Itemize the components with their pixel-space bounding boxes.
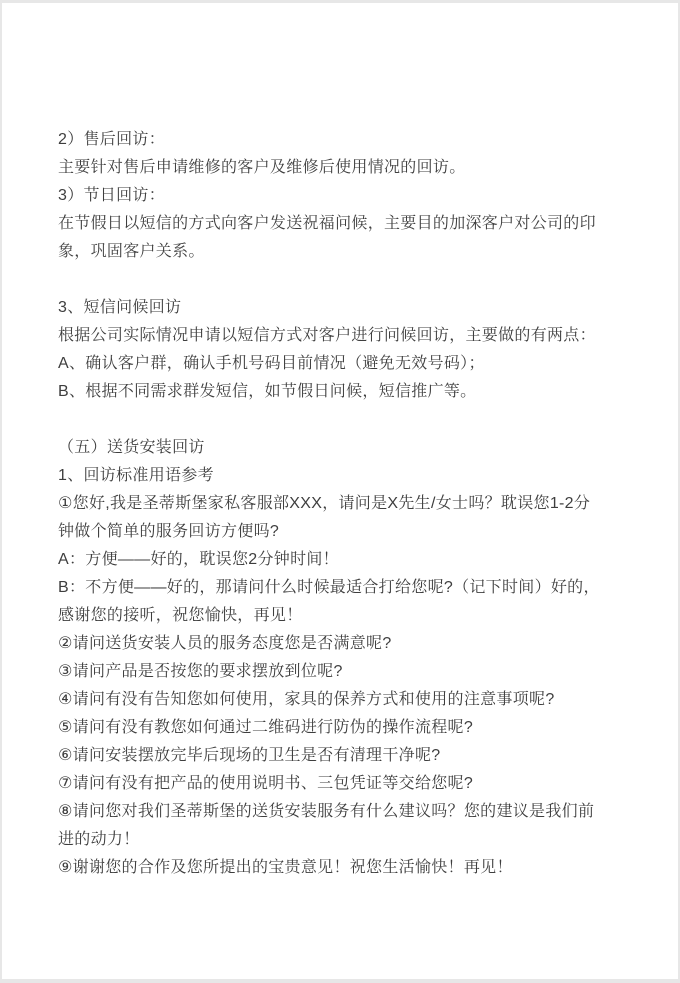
text-line: ⑥请问安装摆放完毕后现场的卫生是否有清理干净呢? — [58, 747, 441, 764]
text-line: 感谢您的接听，祝您愉快，再见！ — [58, 607, 303, 624]
text-line: ①您好,我是圣蒂斯堡家私客服部XXX，请问是X先生/女士吗？耽误您1-2分 — [58, 495, 591, 512]
text-line: ⑨谢谢您的合作及您所提出的宝贵意见！祝您生活愉快！再见！ — [58, 859, 513, 876]
text-line: 1、回访标准用语参考 — [58, 467, 214, 484]
text-line: A、确认客户群，确认手机号码目前情况（避免无效号码）； — [58, 355, 485, 372]
text-line: ⑦请问有没有把产品的使用说明书、三包凭证等交给您呢? — [58, 775, 474, 792]
text-line: A：方便——好的，耽误您2分钟时间！ — [58, 551, 339, 568]
text-line: B、根据不同需求群发短信，如节假日问候，短信推广等。 — [58, 383, 477, 400]
text-line: ②请问送货安装人员的服务态度您是否满意呢? — [58, 635, 392, 652]
text-line: 主要针对售后申请维修的客户及维修后使用情况的回访。 — [58, 159, 466, 176]
text-line: （五）送货安装回访 — [58, 439, 205, 456]
text-line: 3）节日回访： — [58, 187, 165, 204]
text-line: ③请问产品是否按您的要求摆放到位呢? — [58, 663, 343, 680]
blank-line — [58, 266, 640, 294]
text-line: 进的动力！ — [58, 831, 140, 848]
text-line: B：不方便——好的，那请问什么时候最适合打给您呢?（记下时间）好的， — [58, 579, 600, 596]
document-content — [58, 126, 640, 882]
blank-line — [58, 406, 640, 434]
text-line: ⑤请问有没有教您如何通过二维码进行防伪的操作流程呢? — [58, 719, 474, 736]
text-line: 象，巩固客户关系。 — [58, 243, 205, 260]
text-line: 根据公司实际情况申请以短信方式对客户进行问候回访，主要做的有两点： — [58, 327, 596, 344]
text-line: ④请问有没有告知您如何使用，家具的保养方式和使用的注意事项呢? — [58, 691, 555, 708]
text-line: ⑧请问您对我们圣蒂斯堡的送货安装服务有什么建议吗？您的建议是我们前 — [58, 803, 595, 820]
text-line: 3、短信问候回访 — [58, 299, 182, 316]
document-page — [2, 3, 678, 979]
text-line: 2）售后回访： — [58, 131, 165, 148]
text-line: 在节假日以短信的方式向客户发送祝福问候，主要目的加深客户对公司的印 — [58, 215, 596, 232]
text-line: 钟做个简单的服务回访方便吗? — [58, 523, 280, 540]
